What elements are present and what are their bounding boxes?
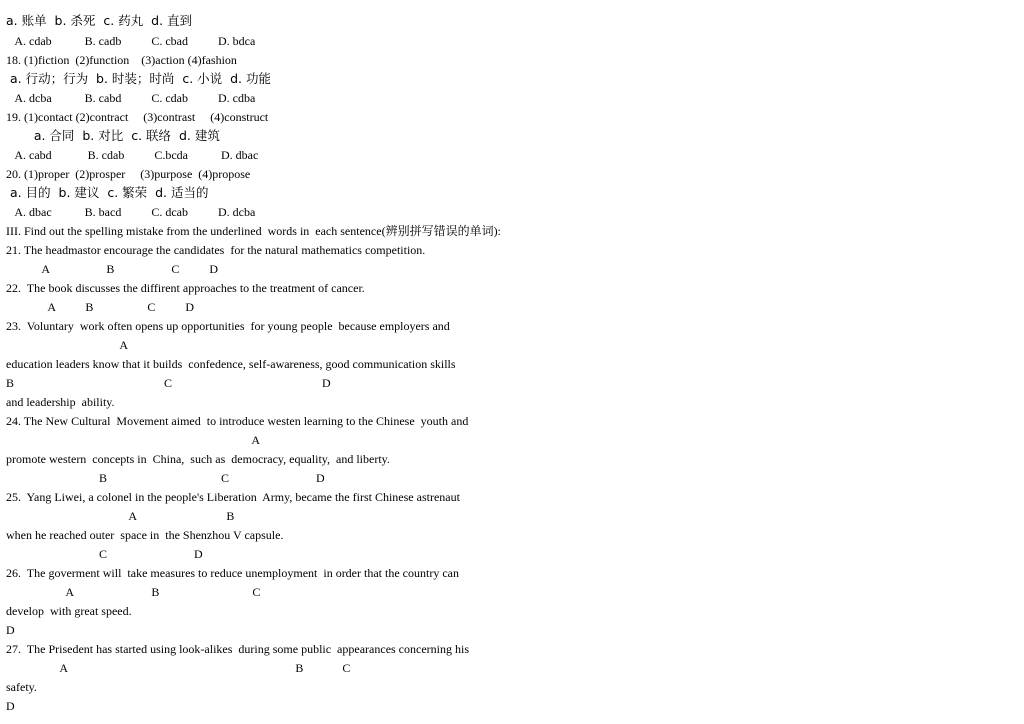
text-line-25: B C D (6, 471, 325, 485)
text-line-30: 26. The goverment will take measures to reduce unemployment in order that the country can (6, 566, 459, 580)
text-line-11: A. dbac B. bacd C. dcab D. dcba (6, 205, 256, 219)
text-line-19: education leaders know that it builds confedence, self-awareness, good communication skills (6, 357, 456, 371)
text-line-10: a. 目的 b. 建议 c. 繁荣 d. 适当的 (6, 185, 209, 200)
text-line-14: A B C D (6, 262, 219, 276)
text-line-16: A B C D (6, 300, 195, 314)
text-line-8: A. cabd B. cdab C.bcda D. dbac (6, 148, 259, 162)
text-line-1: a. 账单 b. 杀死 c. 药丸 d. 直到 (6, 13, 193, 28)
text-line-35: A B C (6, 661, 351, 675)
text-line-32: develop with great speed. (6, 604, 132, 618)
text-line-9: 20. (1)proper (2)prosper (3)purpose (4)propose (6, 167, 251, 181)
text-line-29: C D (6, 547, 203, 561)
text-line-28: when he reached outer space in the Shenzhou V capsule. (6, 528, 284, 542)
text-line-21: and leadership ability. (6, 395, 115, 409)
text-line-37: D (6, 699, 15, 713)
text-line-36: safety. (6, 680, 37, 694)
text-line-4: a. 行动；行为 b. 时装；时尚 c. 小说 d. 功能 (6, 71, 272, 86)
text-line-2: A. cdab B. cadb C. cbad D. bdca (6, 34, 256, 48)
text-line-3: 18. (1)fiction (2)function (3)action (4)fashion (6, 53, 237, 67)
text-line-12: III. Find out the spelling mistake from the underlined words in each sentence(辨别拼写错误的单词): (6, 224, 501, 238)
text-line-5: A. dcba B. cabd C. cdab D. cdba (6, 91, 256, 105)
text-line-7: a. 合同 b. 对比 c. 联络 d. 建筑 (6, 128, 220, 143)
text-line-18: A (6, 338, 129, 352)
text-line-31: A B C (6, 585, 261, 599)
text-line-6: 19. (1)contact (2)contract (3)contrast (4)construct (6, 110, 269, 124)
text-line-13: 21. The headmastor encourage the candidates for the natural mathematics competition. (6, 243, 426, 257)
text-line-20: B C D (6, 376, 331, 390)
text-line-22: 24. The New Cultural Movement aimed to introduce westen learning to the Chinese youth and (6, 414, 469, 428)
text-line-17: 23. Voluntary work often opens up opportunities for young people because employers and (6, 319, 450, 333)
text-line-33: D (6, 623, 15, 637)
text-line-34: 27. The Prisedent has started using look-alikes during some public appearances concerning his (6, 642, 469, 656)
text-line-24: promote western concepts in China, such as democracy, equality, and liberty. (6, 452, 390, 466)
text-line-23: A (6, 433, 261, 447)
text-line-26: 25. Yang Liwei, a colonel in the people's Liberation Army, became the first Chinese astrenaut (6, 490, 460, 504)
text-line-15: 22. The book discusses the diffirent approaches to the treatment of cancer. (6, 281, 365, 295)
text-line-27: A B (6, 509, 235, 523)
